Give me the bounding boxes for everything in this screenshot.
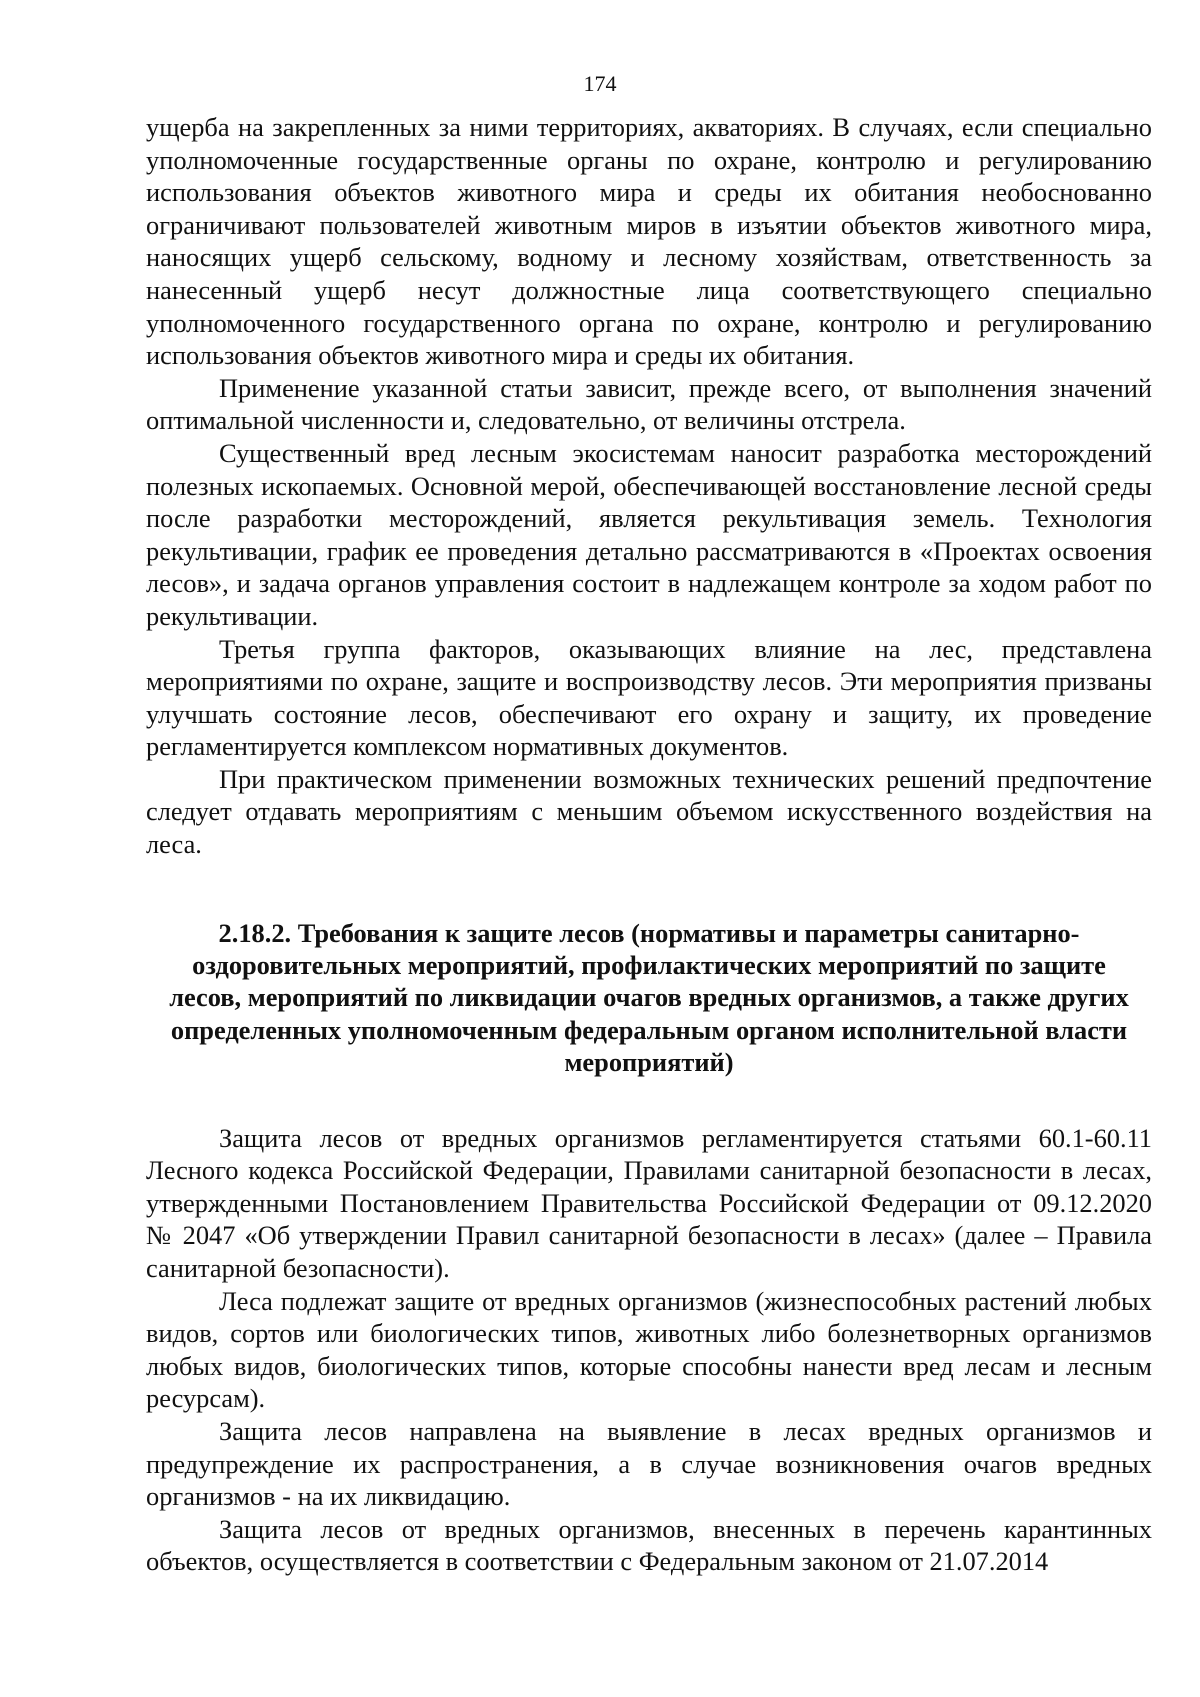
paragraph: Защита лесов от вредных организмов регламентируется статьями 60.1-60.11 Лесного кодекса Российской Федерации, Правилами санитарной безопасности в лесах, утвержденными Постановлением Правительства Российской Федерации от 09.12.2020 № 2047 «Об утверждении Правил санитарной безопасности в лесах» (далее – Правила санитарной безопасности). [146,1122,1152,1284]
section-heading: 2.18.2. Требования к защите лесов (нормативы и параметры санитарно-оздоровительных мероприятий, профилактических мероприятий по защите лесов, мероприятий по ликвидации очагов вредных организмов, а также других определенных уполномоченным федеральным органом исполнительной власти мероприятий) [169,917,1129,1078]
paragraph: При практическом применении возможных технических решений предпочтение следует отдавать мероприятиям с меньшим объемом искусственного воздействия на леса. [146,763,1152,860]
paragraph: Применение указанной статьи зависит, прежде всего, от выполнения значений оптимальной численности и, следовательно, от величины отстрела. [146,372,1152,436]
paragraph: Защита лесов от вредных организмов, внесенных в перечень карантинных объектов, осуществляется в соответствии с Федеральным законом от 21.07.2014 [146,1513,1152,1577]
paragraph: Третья группа факторов, оказывающих влияние на лес, представлена мероприятиями по охране, защите и воспроизводству лесов. Эти мероприятия призваны улучшать состояние лесов, обеспечивают его охрану и защиту, их проведение регламентируется комплексом нормативных документов. [146,633,1152,762]
paragraph-continuation: ущерба на закрепленных за ними территориях, акваториях. В случаях, если специально уполномоченные государственные органы по охране, контролю и регулированию использования объектов животного мира и среды их обитания необоснованно ограничивают пользователей животным миров в изъятии объектов животного мира, наносящих ущерб сельскому, водному и лесному хозяйствам, ответственность за нанесенный ущерб несут должностные лица соответствующего специально уполномоченного государственного органа по охране, контролю и регулированию использования объектов животного мира и среды их обитания. [146,112,1152,371]
page-number: 174 [583,71,617,96]
paragraph: Существенный вред лесным экосистемам наносит разработка месторождений полезных ископаемых. Основной мерой, обеспечивающей восстановление лесной среды после разработки месторождений, является рекультивация земель. Технология рекультивации, график ее проведения детально рассматриваются в «Проектах освоения лесов», и задача органов управления состоит в надлежащем контроле за ходом работ по рекультивации. [146,437,1152,631]
paragraph: Защита лесов направлена на выявление в лесах вредных организмов и предупреждение их распространения, а в случае возникновения очагов вредных организмов - на их ликвидацию. [146,1416,1152,1512]
page-body [146,111,1152,1578]
paragraph: Леса подлежат защите от вредных организмов (жизнеспособных растений любых видов, сортов или биологических типов, животных либо болезнетворных организмов любых видов, биологических типов, которые способны нанести вред лесам и лесным ресурсам). [146,1285,1152,1414]
